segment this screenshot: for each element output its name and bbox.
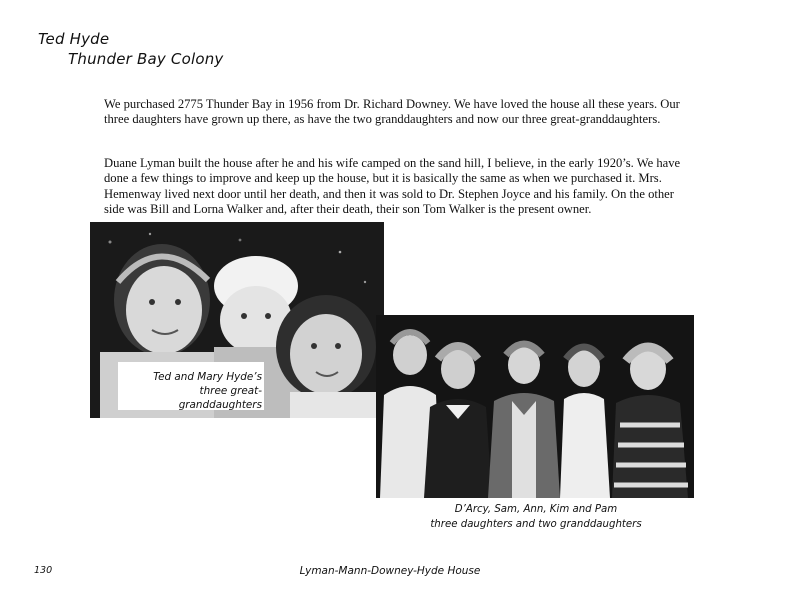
women-photo-caption	[390, 502, 682, 532]
women-photo-illustration	[376, 315, 694, 498]
footer-title: Lyman-Mann-Downey-Hyde House	[299, 565, 481, 577]
paragraph-purchase: We purchased 2775 Thunder Bay in 1956 from Dr. Richard Downey. We have loved the house all these years. Our three daughters have grown up there, as have the two granddaughters and now our three great-granddaughters.	[104, 97, 680, 127]
author-name: Ted Hyde	[38, 30, 110, 48]
kids-caption-line-2: three great-granddaughters	[178, 385, 262, 411]
women-caption-line-2: three daughters and two granddaughters	[430, 519, 642, 530]
colony-title: Thunder Bay Colony	[68, 50, 224, 68]
kids-caption-line-1: Ted and Mary Hyde’s	[153, 371, 262, 383]
kids-photo-caption	[118, 362, 264, 410]
paragraph-history: Duane Lyman built the house after he and his wife camped on the sand hill, I believe, in the early 1920’s. We have done a few things to improve and keep up the house, but it is basically the same as when we purchased it. Mrs. Hemenway lived next door until her death, and then it was sold to Dr. Stephen Joyce and his family. On the other side was Bill and Lorna Walker and, after their death, their son Tom Walker is the present owner.	[104, 156, 681, 217]
daughters-granddaughters-photo	[376, 315, 694, 498]
women-caption-line-1: D’Arcy, Sam, Ann, Kim and Pam	[454, 504, 618, 515]
page-number: 130	[34, 565, 53, 576]
